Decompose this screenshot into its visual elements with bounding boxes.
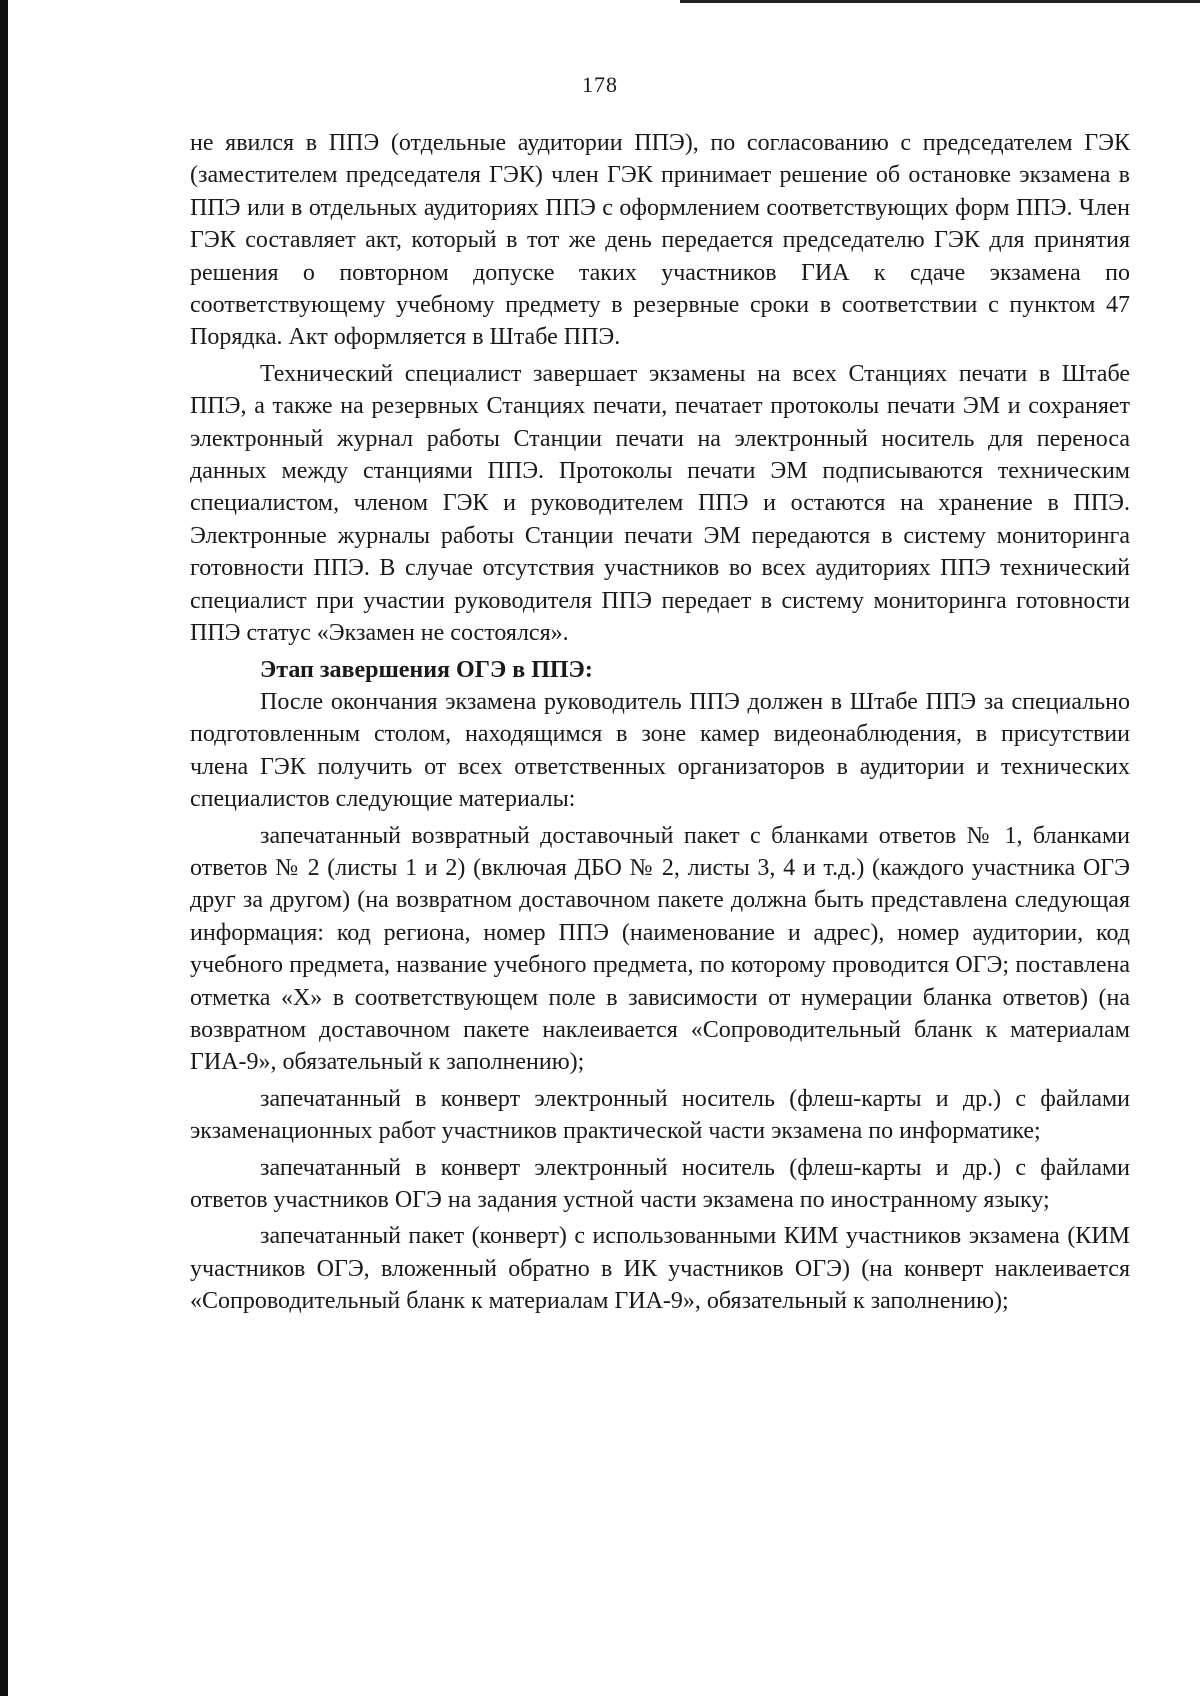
paragraph-after-exam: После окончания экзамена руководитель ППЭ должен в Штабе ППЭ за специально подготовленным столом, находящимся в зоне камер видеонаблюдения, в присутствии члена ГЭК получить от всех ответственных организаторов в аудитории и технических специалистов следующие материалы: (190, 688, 1130, 813)
list-item-language-media: запечатанный в конверт электронный носитель (флеш-карты и др.) с файлами ответов участников ОГЭ на задания устной части экзамена по иностранному языку; (190, 1154, 1130, 1213)
section-heading: Этап завершения ОГЭ в ППЭ: (260, 656, 593, 683)
document-body (190, 127, 1130, 1318)
list-item-return-package: запечатанный возвратный доставочный пакет с бланками ответов № 1, бланками ответов № 2 (листы 1 и 2) (включая ДБО № 2, листы 3, 4 и т.д.) (каждого участника ОГЭ друг за другом) (на возвратном доставочном пакете должна быть представлена следующая информация: код региона, номер ППЭ (наименование и адрес), номер аудитории, код учебного предмета, название учебного предмета, по которому проводится ОГЭ; поставлена отметка «Х» в соответствующем поле в зависимости от нумерации бланка ответов) (на возвратном доставочном пакете наклеивается «Сопроводительный бланк к материалам ГИА-9», обязательный к заполнению); (190, 822, 1130, 1076)
page-number: 178 (582, 72, 618, 97)
list-item-informatics-media: запечатанный в конверт электронный носитель (флеш-карты и др.) с файлами экзаменационных работ участников практической части экзамена по информатике; (190, 1085, 1130, 1145)
paragraph-technical-specialist: Технический специалист завершает экзамены на всех Станциях печати в Штабе ППЭ, а также на резервных Станциях печати, печатает протоколы печати ЭМ и сохраняет электронный журнал работы Станции печати на электронный носитель для переноса данных между станциями ППЭ. Протоколы печати ЭМ подписываются техническим специалистом, членом ГЭК и руководителем ППЭ и остаются на хранение в ППЭ. Электронные журналы работы Станции печати ЭМ передаются в систему мониторинга готовности ППЭ. В случае отсутствия участников во всех аудиториях ППЭ технический специалист при участии руководителя ППЭ передает в систему мониторинга готовности ППЭ статус «Экзамен не состоялся». (190, 360, 1130, 647)
paragraph-continuation: не явился в ППЭ (отдельные аудитории ППЭ), по согласованию с председателем ГЭК (заместителем председателя ГЭК) член ГЭК принимает решение об остановке экзамена в ППЭ или в отдельных аудиториях ППЭ с оформлением соответствующих форм ППЭ. Член ГЭК составляет акт, который в тот же день передается председателю ГЭК для принятия решения о повторном допуске таких участников ГИА к сдаче экзамена по соответствующему учебному предмету в резервные сроки в соответствии с пунктом 47 Порядка. Акт оформляется в Штабе ППЭ. (190, 130, 1130, 351)
scan-edge-top (680, 0, 1200, 3)
scan-edge-left (0, 0, 8, 1696)
list-item-kim-package: запечатанный пакет (конверт) с использованными КИМ участников экзамена (КИМ участников ОГЭ, вложенный обратно в ИК участников ОГЭ) (на конверт наклеивается «Сопроводительный бланк к материалам ГИА-9», обязательный к заполнению); (190, 1223, 1130, 1315)
